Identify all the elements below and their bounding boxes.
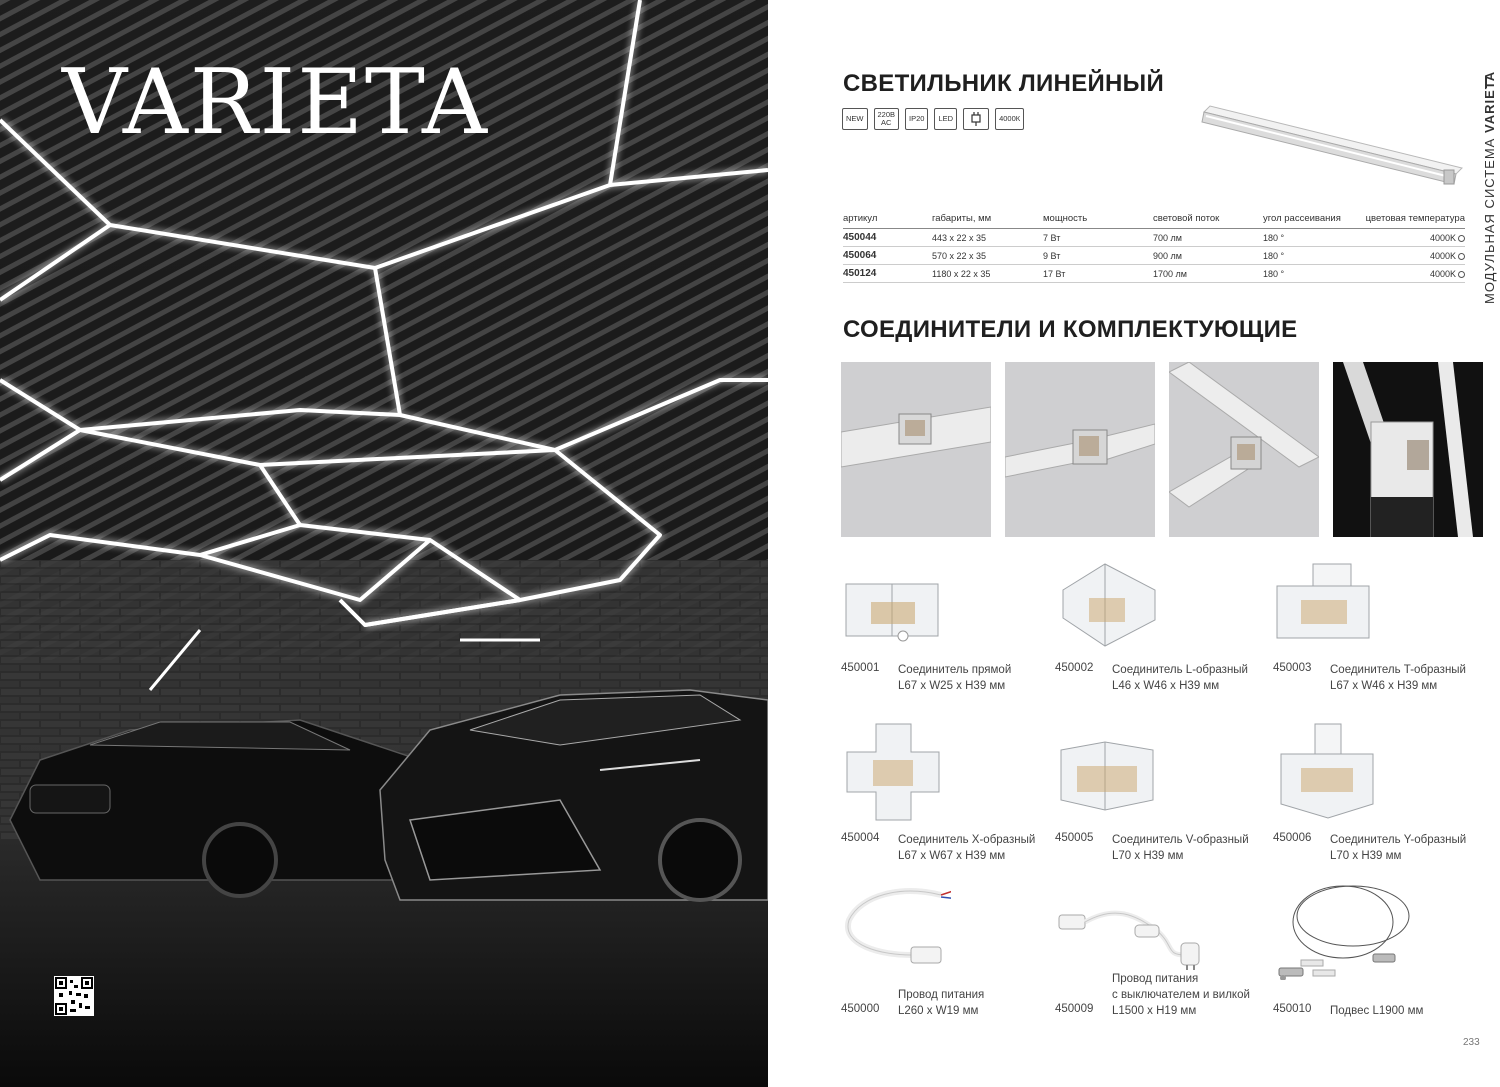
cell-flux: 1700 лм xyxy=(1153,265,1263,283)
cell-power: 17 Вт xyxy=(1043,265,1153,283)
color-temp-value: 4000K xyxy=(1429,250,1456,261)
straight-connector-image xyxy=(841,574,951,654)
item-size: L67 x W67 x H39 мм xyxy=(898,850,1006,862)
table-row xyxy=(843,229,1465,247)
brand-title: VARIETA xyxy=(62,50,489,155)
cell-power: 7 Вт xyxy=(1043,229,1153,247)
item-size: L1500 x H19 мм xyxy=(1112,1005,1197,1017)
page-number: 233 xyxy=(1463,1037,1480,1048)
t-connector-image xyxy=(1273,560,1383,655)
col-dimensions: габариты, мм xyxy=(932,211,1043,229)
col-power: мощность xyxy=(1043,211,1153,229)
cell-flux: 700 лм xyxy=(1153,229,1263,247)
list-item[interactable] xyxy=(841,722,1061,872)
item-code: 450000 xyxy=(841,1003,880,1015)
cell-dimensions: 1180 x 22 x 35 xyxy=(932,265,1043,283)
item-size: L67 x W25 x H39 мм xyxy=(898,680,1006,692)
cell-angle: 180 ° xyxy=(1263,265,1359,283)
list-item[interactable] xyxy=(1055,740,1275,870)
item-code: 450004 xyxy=(841,832,880,844)
cell-article: 450044 xyxy=(843,229,932,247)
x-connector-image xyxy=(841,722,951,827)
straight-connector-photo xyxy=(841,362,991,537)
list-item[interactable] xyxy=(841,885,1061,1025)
side-label-light: МОДУЛЬНАЯ СИСТЕМА xyxy=(1482,137,1497,304)
list-item[interactable] xyxy=(1273,722,1493,872)
list-item[interactable] xyxy=(1055,560,1275,700)
item-name: Соединитель Y-образный xyxy=(1330,834,1467,846)
badge-voltage xyxy=(874,108,900,130)
cell-flux: 900 лм xyxy=(1153,247,1263,265)
y-connector-image xyxy=(1273,722,1383,827)
spec-table xyxy=(843,211,1465,283)
item-size: L46 x W46 x H39 мм xyxy=(1112,680,1220,692)
item-name: Провод питания xyxy=(1112,973,1199,985)
col-article: артикул xyxy=(843,211,932,229)
cell-article: 450124 xyxy=(843,265,932,283)
item-code: 450006 xyxy=(1273,832,1312,844)
white-light-icon xyxy=(1458,253,1465,260)
power-cable-switch-image xyxy=(1055,905,1215,970)
item-code: 450009 xyxy=(1055,1003,1094,1015)
cell-color-temp xyxy=(1359,229,1465,247)
list-item[interactable] xyxy=(841,574,1061,704)
l-connector-photo xyxy=(1005,362,1155,537)
badge-ip: IP20 xyxy=(905,108,928,130)
item-code: 450001 xyxy=(841,662,880,674)
item-name: Соединитель V-образный xyxy=(1112,834,1249,846)
badge-led: LED xyxy=(934,108,957,130)
item-size: L260 x W19 мм xyxy=(898,1005,979,1017)
badge-voltage-text: 220В AC xyxy=(877,110,896,127)
qr-code[interactable] xyxy=(54,976,94,1016)
item-name: Соединитель X-образный xyxy=(898,834,1036,846)
item-name-2: с выключателем и вилкой xyxy=(1112,989,1250,1001)
t-connector-photo xyxy=(1169,362,1319,537)
badge-new: NEW xyxy=(842,108,868,130)
side-label-bold: VARIETA xyxy=(1482,70,1497,134)
list-item[interactable] xyxy=(1055,905,1275,1025)
item-size: L67 x W46 x H39 мм xyxy=(1330,680,1438,692)
item-code: 450010 xyxy=(1273,1003,1312,1015)
v-connector-image xyxy=(1055,740,1165,825)
cell-color-temp xyxy=(1359,247,1465,265)
power-cable-image xyxy=(841,885,951,975)
cell-color-temp xyxy=(1359,265,1465,283)
cell-article: 450064 xyxy=(843,247,932,265)
product-title: СВЕТИЛЬНИК ЛИНЕЙНЫЙ xyxy=(843,70,1165,97)
item-name: Провод питания xyxy=(898,989,985,1001)
spec-header-row xyxy=(843,211,1465,229)
item-code: 450003 xyxy=(1273,662,1312,674)
item-code: 450002 xyxy=(1055,662,1094,674)
cell-angle: 180 ° xyxy=(1263,229,1359,247)
white-light-icon xyxy=(1458,235,1465,242)
feature-badges xyxy=(842,108,1024,130)
list-item[interactable] xyxy=(1273,560,1493,700)
cell-dimensions: 570 x 22 x 35 xyxy=(932,247,1043,265)
list-item[interactable] xyxy=(1273,880,1493,1025)
item-name: Соединитель L-образный xyxy=(1112,664,1248,676)
catalog-page xyxy=(768,0,1500,1087)
item-size: L70 x H39 мм xyxy=(1112,850,1184,862)
section-side-label xyxy=(1480,70,1500,316)
col-angle: угол рассеивания xyxy=(1263,211,1359,229)
item-size: L70 x H39 мм xyxy=(1330,850,1402,862)
color-temp-value: 4000K xyxy=(1429,232,1456,243)
item-code: 450005 xyxy=(1055,832,1094,844)
suspension-kit-image xyxy=(1273,880,1433,980)
table-row xyxy=(843,265,1465,283)
col-flux: световой поток xyxy=(1153,211,1263,229)
cell-dimensions: 443 x 22 x 35 xyxy=(932,229,1043,247)
item-name: Соединитель прямой xyxy=(898,664,1012,676)
white-light-icon xyxy=(1458,271,1465,278)
badge-color-temp: 4000К xyxy=(995,108,1024,130)
linear-lamp-image xyxy=(1200,98,1466,188)
x-connector-photo xyxy=(1333,362,1483,537)
l-connector-image xyxy=(1055,560,1165,655)
cell-power: 9 Вт xyxy=(1043,247,1153,265)
table-row xyxy=(843,247,1465,265)
plug-icon xyxy=(963,108,989,130)
item-name: Соединитель T-образный xyxy=(1330,664,1466,676)
accessories-title: СОЕДИНИТЕЛИ И КОМПЛЕКТУЮЩИЕ xyxy=(843,316,1298,343)
cell-angle: 180 ° xyxy=(1263,247,1359,265)
col-color-temp: цветовая температура xyxy=(1359,211,1465,229)
color-temp-value: 4000K xyxy=(1429,268,1456,279)
item-name: Подвес L1900 мм xyxy=(1330,1005,1424,1017)
